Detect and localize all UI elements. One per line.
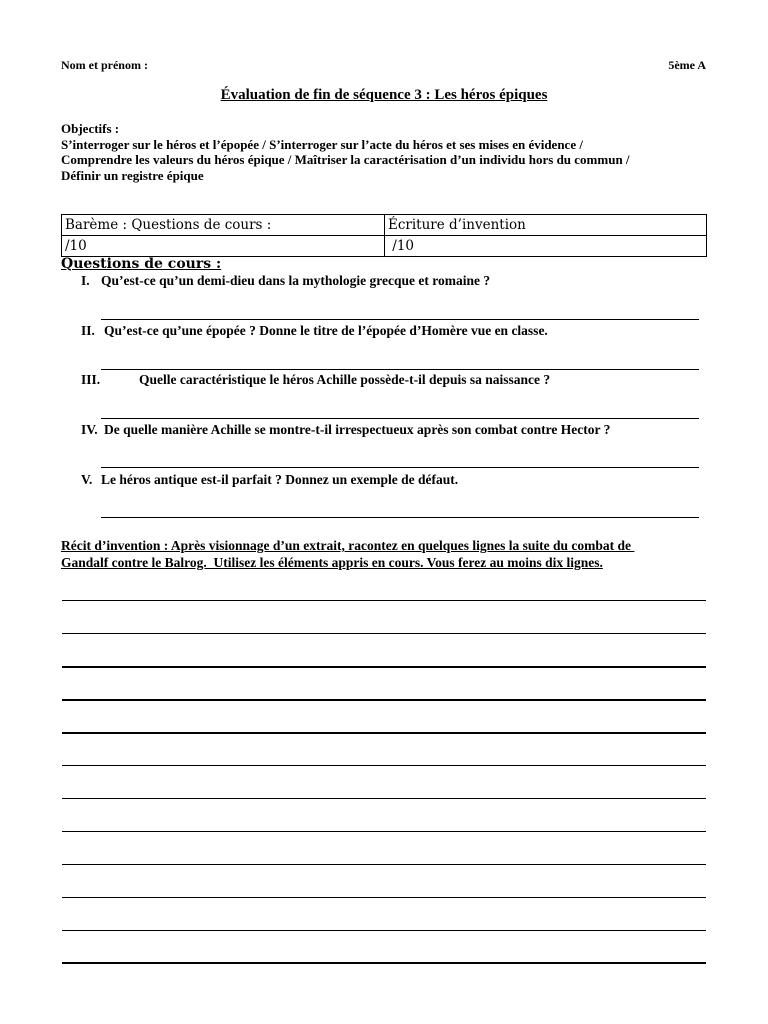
writing-line[interactable] — [62, 962, 706, 964]
name-label: Nom et prénom : — [61, 58, 148, 72]
writing-line[interactable] — [62, 699, 706, 701]
answer-line[interactable] — [101, 467, 699, 468]
writing-line[interactable] — [62, 831, 706, 832]
question-number: IV. — [81, 422, 98, 437]
page-title: Évaluation de fin de séquence 3 : Les héros épiques — [220, 87, 548, 103]
objectives-line: S’interroger sur le héros et l’épopée / S’interroger sur l’acte du héros et ses mises en évidence / — [61, 137, 583, 152]
writing-line[interactable] — [62, 600, 706, 601]
score-invention-cell: /10 — [385, 236, 707, 257]
question-number: I. — [81, 273, 90, 288]
answer-line[interactable] — [101, 517, 699, 518]
question-number: V. — [81, 472, 93, 487]
objectives-line: Définir un registre épique — [61, 168, 204, 183]
table-row — [62, 215, 707, 236]
invention-prompt-line: Gandalf contre le Balrog. Utilisez les éléments appris en cours. Vous ferez au moins dix lignes. — [61, 555, 603, 570]
objectives-heading: Objectifs : — [61, 121, 120, 136]
writing-line[interactable] — [62, 666, 706, 668]
question-number: II. — [81, 323, 95, 338]
writing-line[interactable] — [62, 897, 706, 898]
writing-line[interactable] — [62, 732, 706, 734]
writing-line[interactable] — [62, 633, 706, 634]
objectives-line: Comprendre les valeurs du héros épique / Maîtriser la caractérisation d’un individu hors du commun / — [61, 152, 630, 167]
bareme-questions-cell: Barème : Questions de cours : — [62, 215, 385, 236]
writing-line[interactable] — [62, 864, 706, 865]
writing-line[interactable] — [62, 765, 706, 766]
table-row — [62, 236, 707, 257]
question-text: Quelle caractéristique le héros Achille possède-t-il depuis sa naissance ? — [139, 372, 551, 387]
question-text: Qu’est-ce qu’un demi-dieu dans la mythologie grecque et romaine ? — [101, 273, 491, 288]
answer-line[interactable] — [101, 319, 699, 320]
question-text: Le héros antique est-il parfait ? Donnez un exemple de défaut. — [101, 472, 459, 487]
bareme-invention-cell: Écriture d’invention — [385, 215, 707, 236]
answer-line[interactable] — [101, 418, 699, 419]
class-label: 5ème A — [668, 58, 706, 72]
question-number: III. — [81, 372, 101, 387]
writing-line[interactable] — [62, 930, 706, 931]
score-questions-cell: /10 — [62, 236, 385, 257]
answer-line[interactable] — [101, 369, 699, 370]
bareme-table — [61, 214, 707, 257]
questions-heading: Questions de cours : — [61, 256, 222, 272]
question-text: Qu’est-ce qu’une épopée ? Donne le titre de l’épopée d’Homère vue en classe. — [104, 323, 548, 338]
writing-line[interactable] — [62, 798, 706, 799]
invention-prompt-line: Récit d’invention : Après visionnage d’un extrait, racontez en quelques lignes la suite du combat de — [61, 538, 635, 553]
question-text: De quelle manière Achille se montre-t-il irrespectueux après son combat contre Hector ? — [104, 422, 611, 437]
